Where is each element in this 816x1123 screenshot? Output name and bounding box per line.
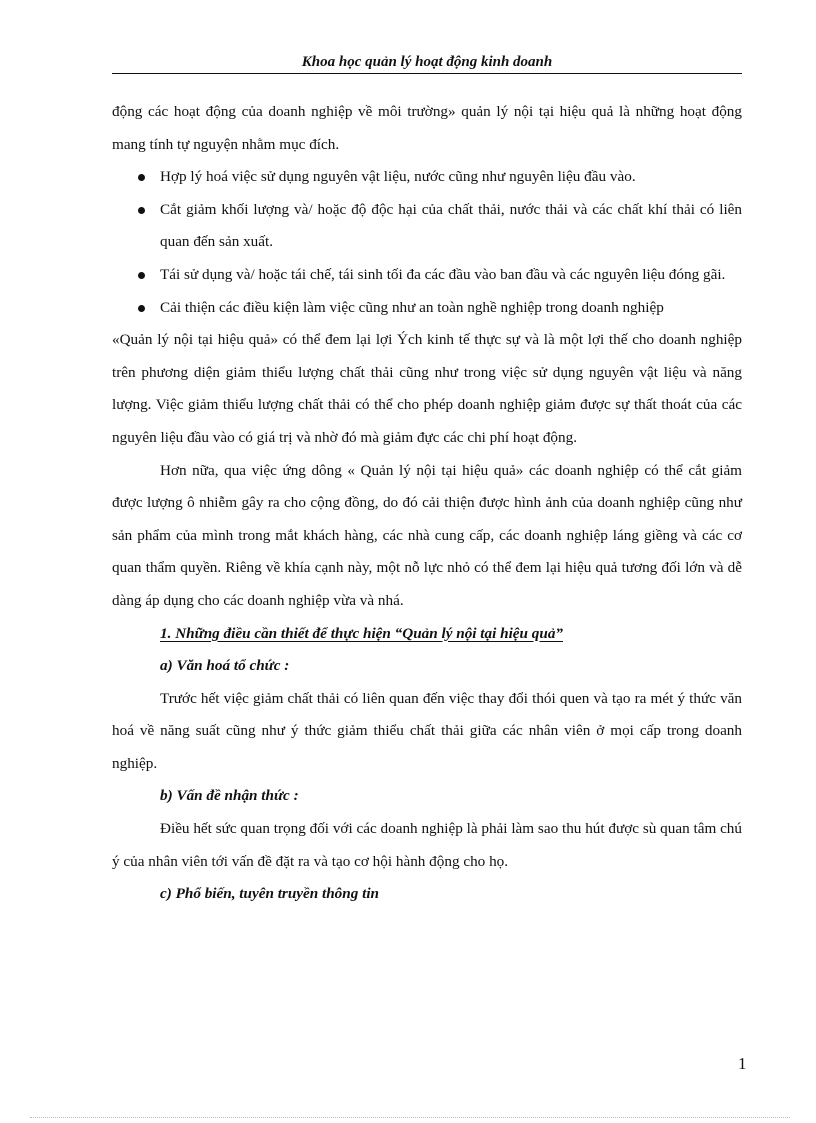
bullet-dot-icon	[138, 207, 145, 214]
page-bottom-divider	[30, 1117, 790, 1118]
bullet-item	[112, 292, 742, 325]
bullet-item	[112, 259, 742, 292]
intro-continuation: động các hoạt động của doanh nghiệp về môi trường» quản lý nội tại hiệu quả là những hoạt động mang tính tự nguyện nhằm mục đích.	[112, 103, 742, 153]
page-number: 1	[738, 1054, 747, 1073]
section-heading	[112, 618, 742, 651]
bullet-dot-icon	[138, 305, 145, 312]
bullet-text: Cải thiện các điều kiện làm việc cũng như an toàn nghề nghiệp trong doanh nghiệp	[160, 298, 664, 316]
benefit-paragraph: «Quản lý nội tại hiệu quả» có thể đem lại lợi Ých kinh tế thực sự và là một lợi thế cho doanh nghiệp trên phương diện giảm thiểu lượng chất thải cũng như trong việc sử dụng nguyên vật liệu và năng lượng. Việc giảm thiểu lượng chất thải có thể cho phép doanh nghiệp giảm được sự thất thoát của các nguyên liệu đầu vào có giá trị và nhờ đó mà giảm đực các chi phí hoạt động.	[112, 331, 742, 446]
document-body	[112, 96, 742, 911]
section-heading-text: 1. Những điều cần thiết để thực hiện “Quản lý nội tại hiệu quả”	[160, 624, 564, 642]
subsection-b-heading: b) Vấn đề nhận thức :	[160, 787, 299, 805]
bullet-text: Tái sử dụng và/ hoặc tái chế, tái sinh tối đa các đầu vào ban đầu và các nguyên liệu đóng gãi.	[160, 265, 726, 283]
bullet-dot-icon	[138, 272, 145, 279]
running-header: Khoa học quản lý hoạt động kinh doanh	[301, 54, 553, 70]
bullet-dot-icon	[138, 174, 145, 181]
subsection-c-heading: c) Phổ biến, tuyên truyền thông tin	[160, 885, 379, 903]
subsection-a-heading: a) Văn hoá tổ chức :	[160, 657, 290, 675]
subsection-a-text: Trước hết việc giảm chất thải có liên quan đến việc thay đổi thói quen và tạo ra mét ý thức văn hoá về năng suất cũng như ý thức giảm thiểu chất thải giữa các nhân viên ở mọi cấp trong doanh nghiệp.	[112, 689, 742, 772]
subsection-b-text: Điều hết sức quan trọng đối với các doanh nghiệp là phải làm sao thu hút được sù quan tâm chú ý của nhân viên tới vấn đề đặt ra và tạo cơ hội hành động cho họ.	[112, 820, 742, 870]
further-paragraph: Hơn nữa, qua việc ứng dông « Quản lý nội tại hiệu quả» các doanh nghiệp có thể cắt giảm được lượng ô nhiễm gây ra cho cộng đồng, do đó cải thiện được hình ảnh của doanh nghiệp cũng như sản phẩm của mình trong mắt khách hàng, các nhà cung cấp, các doanh nghiệp láng giềng và các cơ quan thẩm quyền. Riêng về khía cạnh này, một nỗ lực nhỏ có thể đem lại hiệu quả tương đối lớn và dễ dàng áp dụng cho các doanh nghiệp vừa và nhá.	[112, 461, 742, 609]
header-divider	[112, 73, 742, 74]
bullet-list	[112, 161, 742, 324]
bullet-text: Cắt giảm khối lượng và/ hoặc độ độc hại của chất thải, nước thải và các chất khí thải có liên quan đến sản xuất.	[160, 200, 742, 251]
bullet-item	[112, 194, 742, 259]
bullet-text: Hợp lý hoá việc sử dụng nguyên vật liệu, nước cũng như nguyên liệu đầu vào.	[160, 168, 636, 186]
bullet-item	[112, 161, 742, 194]
